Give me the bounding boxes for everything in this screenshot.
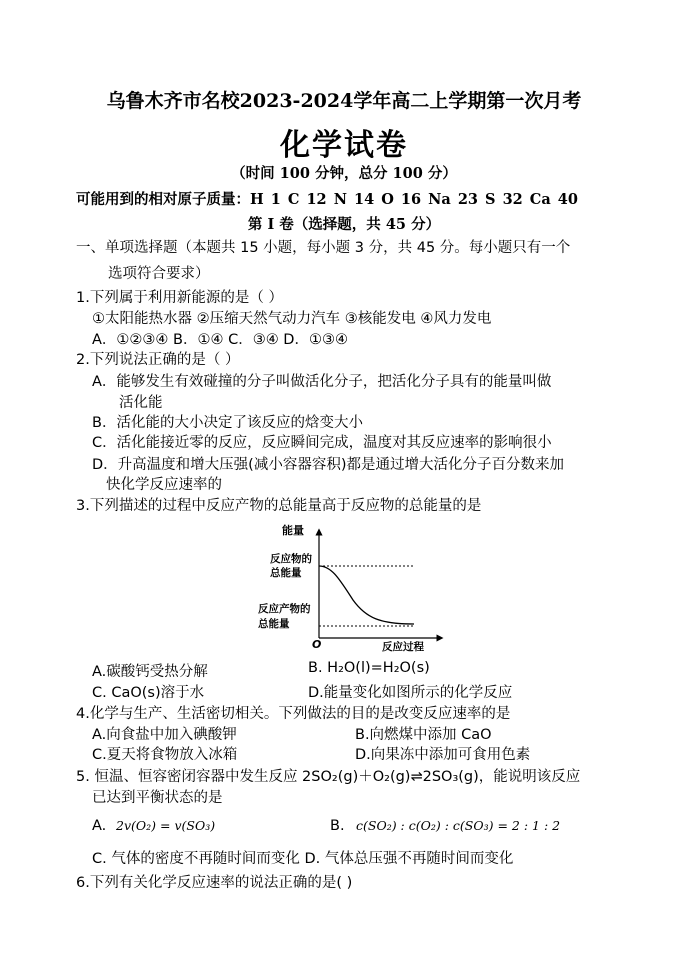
q4-stem: 4.化学与生产、生活密切相关。下列做法的目的是改变反应速率的是 <box>76 706 511 722</box>
energy-curve <box>319 566 414 624</box>
section-instructions-line-2: 选项符合要求） <box>108 266 210 282</box>
q5-option-a-formula: 2v(O₂) = v(SO₃) <box>116 818 216 833</box>
q4-option-c: C.夏天将食物放入冰箱 <box>92 747 238 763</box>
time-score-note: （时间 100 分钟，总分 100 分） <box>231 165 457 182</box>
q6-stem: 6.下列有关化学反应速率的说法正确的是( ) <box>76 875 353 891</box>
section-instructions-line-1: 一、单项选择题（本题共 15 小题，每小题 3 分，共 45 分。每小题只有一个 <box>76 240 571 256</box>
q2-option-a-line-2: 活化能 <box>119 395 163 411</box>
school-exam-line: 乌鲁木齐市名校2023-2024学年高二上学期第一次月考 <box>106 90 582 112</box>
q5-stem-line-2: 已达到平衡状态的是 <box>92 790 223 806</box>
q2-option-a-line-1: A．能够发生有效碰撞的分子叫做活化分子，把活化分子具有的能量叫做 <box>92 374 552 390</box>
q2-stem: 2.下列说法正确的是（ ） <box>76 352 240 368</box>
q2-option-d-line-2: 快化学反应速率的 <box>106 477 222 493</box>
q3-stem: 3.下列描述的过程中反应产物的总能量高于反应物的总能量的是 <box>76 498 482 514</box>
origin-label: O <box>312 638 322 651</box>
q4-option-b: B.向燃煤中添加 CaO <box>355 727 492 743</box>
q2-option-c: C．活化能接近零的反应，反应瞬间完成，温度对其反应速率的影响很小 <box>92 435 552 451</box>
q1-stem: 1.下列属于利用新能源的是（ ） <box>76 290 283 306</box>
q4-option-a: A.向食盐中加入碘酸钾 <box>92 727 237 743</box>
reactant-energy-label-2: 总能量 <box>270 567 302 579</box>
q1-options: A．①②③④ B．①④ C．③④ D．①③④ <box>92 332 348 348</box>
product-energy-label-2: 总能量 <box>258 618 290 630</box>
q5-option-b-formula: c(SO₂) : c(O₂) : c(SO₃) = 2 : 1 : 2 <box>356 818 561 833</box>
page-title: 化学试卷 <box>280 128 408 163</box>
q5-stem-line-1: 5. 恒温、恒容密闭容器中发生反应 2SO₂(g)＋O₂(g)⇌2SO₃(g)，能说明该反应 <box>76 769 581 785</box>
q5-option-a-letter: A. <box>92 818 107 834</box>
q2-option-d-line-1: D．升高温度和增大压强(减小容器容积)都是通过增大活化分子百分数来加 <box>92 457 564 473</box>
q3-option-b: B. H₂O(l)=H₂O(s) <box>308 660 430 676</box>
volume-title: 第 I 卷（选择题，共 45 分） <box>247 216 441 233</box>
q5-options-c-d: C. 气体的密度不再随时间而变化 D. 气体总压强不再随时间而变化 <box>92 851 514 867</box>
energy-diagram <box>248 520 448 652</box>
q3-option-a: A.碳酸钙受热分解 <box>92 664 208 680</box>
product-energy-label-1: 反应产物的 <box>258 603 311 615</box>
q3-option-c: C. CaO(s)溶于水 <box>92 685 205 701</box>
y-axis-label: 能量 <box>282 524 304 537</box>
q2-option-b: B．活化能的大小决定了该反应的焓变大小 <box>92 415 363 431</box>
q3-option-d: D.能量变化如图所示的化学反应 <box>308 685 513 701</box>
x-axis-label: 反应过程 <box>382 641 424 652</box>
q1-items: ①太阳能热水器 ②压缩天然气动力汽车 ③核能发电 ④风力发电 <box>92 311 492 327</box>
reactant-energy-label-1: 反应物的 <box>270 553 312 565</box>
q5-option-b-letter: B. <box>330 818 345 834</box>
q4-option-d: D.向果冻中添加可食用色素 <box>355 747 531 763</box>
atomic-masses-line: 可能用到的相对原子质量：H 1 C 12 N 14 O 16 Na 23 S 32 Ca 40 <box>76 191 578 208</box>
